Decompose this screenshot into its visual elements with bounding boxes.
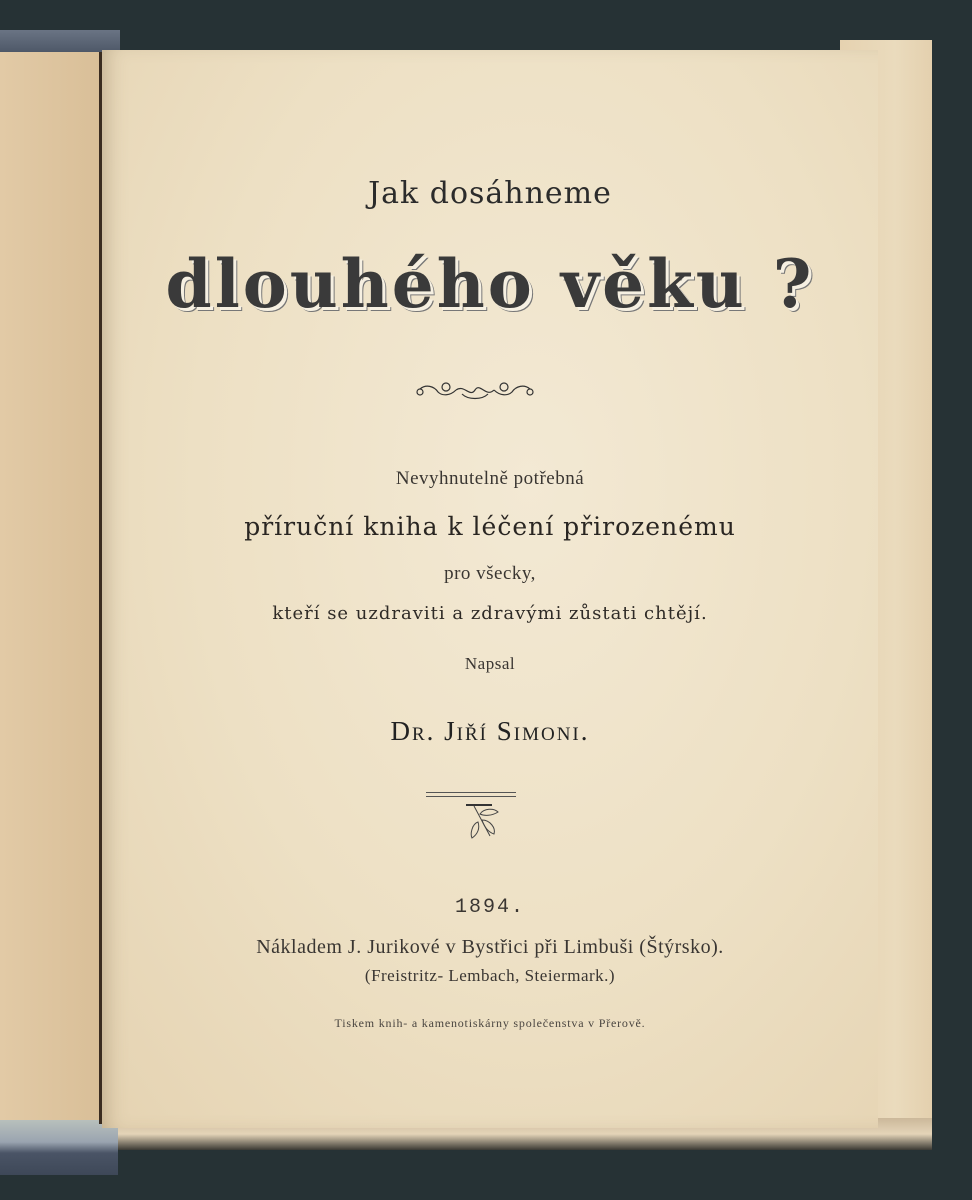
book-spine-top [0, 30, 120, 52]
publisher-line-1: Nákladem J. Jurikové v Bystřici při Limbuši (Štýrsko). [256, 936, 724, 958]
title-line-2: dlouhého věku ? [165, 245, 815, 323]
subtitle-line-4: kteří se uzdraviti a zdravými zůstati chtějí. [272, 603, 708, 624]
leaf-sprig-icon [454, 802, 504, 842]
divider-rule [426, 792, 516, 793]
book-spine-bottom [0, 1120, 118, 1175]
subtitle-line-3: pro všecky, [444, 563, 536, 584]
left-page [0, 52, 100, 1122]
title-line-1: Jak dosáhneme [368, 176, 612, 211]
printer-credit: Tiskem knih- a kamenotiskárny společenstva v Přerově. [334, 1016, 646, 1030]
book-gutter [99, 52, 102, 1124]
publisher-line-2: (Freistritz- Lembach, Steiermark.) [364, 966, 616, 985]
subtitle-line-2: příruční kniha k léčení přirozenému [244, 512, 736, 541]
title-page [102, 50, 878, 1128]
subtitle-line-1: Nevyhnutelně potřebná [395, 468, 585, 489]
author-name: Dr. Jiří Simoni. [390, 716, 590, 746]
scroll-flourish-icon [412, 378, 538, 402]
publication-year: 1894. [454, 896, 525, 919]
divider-rule [426, 796, 516, 797]
byline-label: Napsal [464, 654, 516, 673]
